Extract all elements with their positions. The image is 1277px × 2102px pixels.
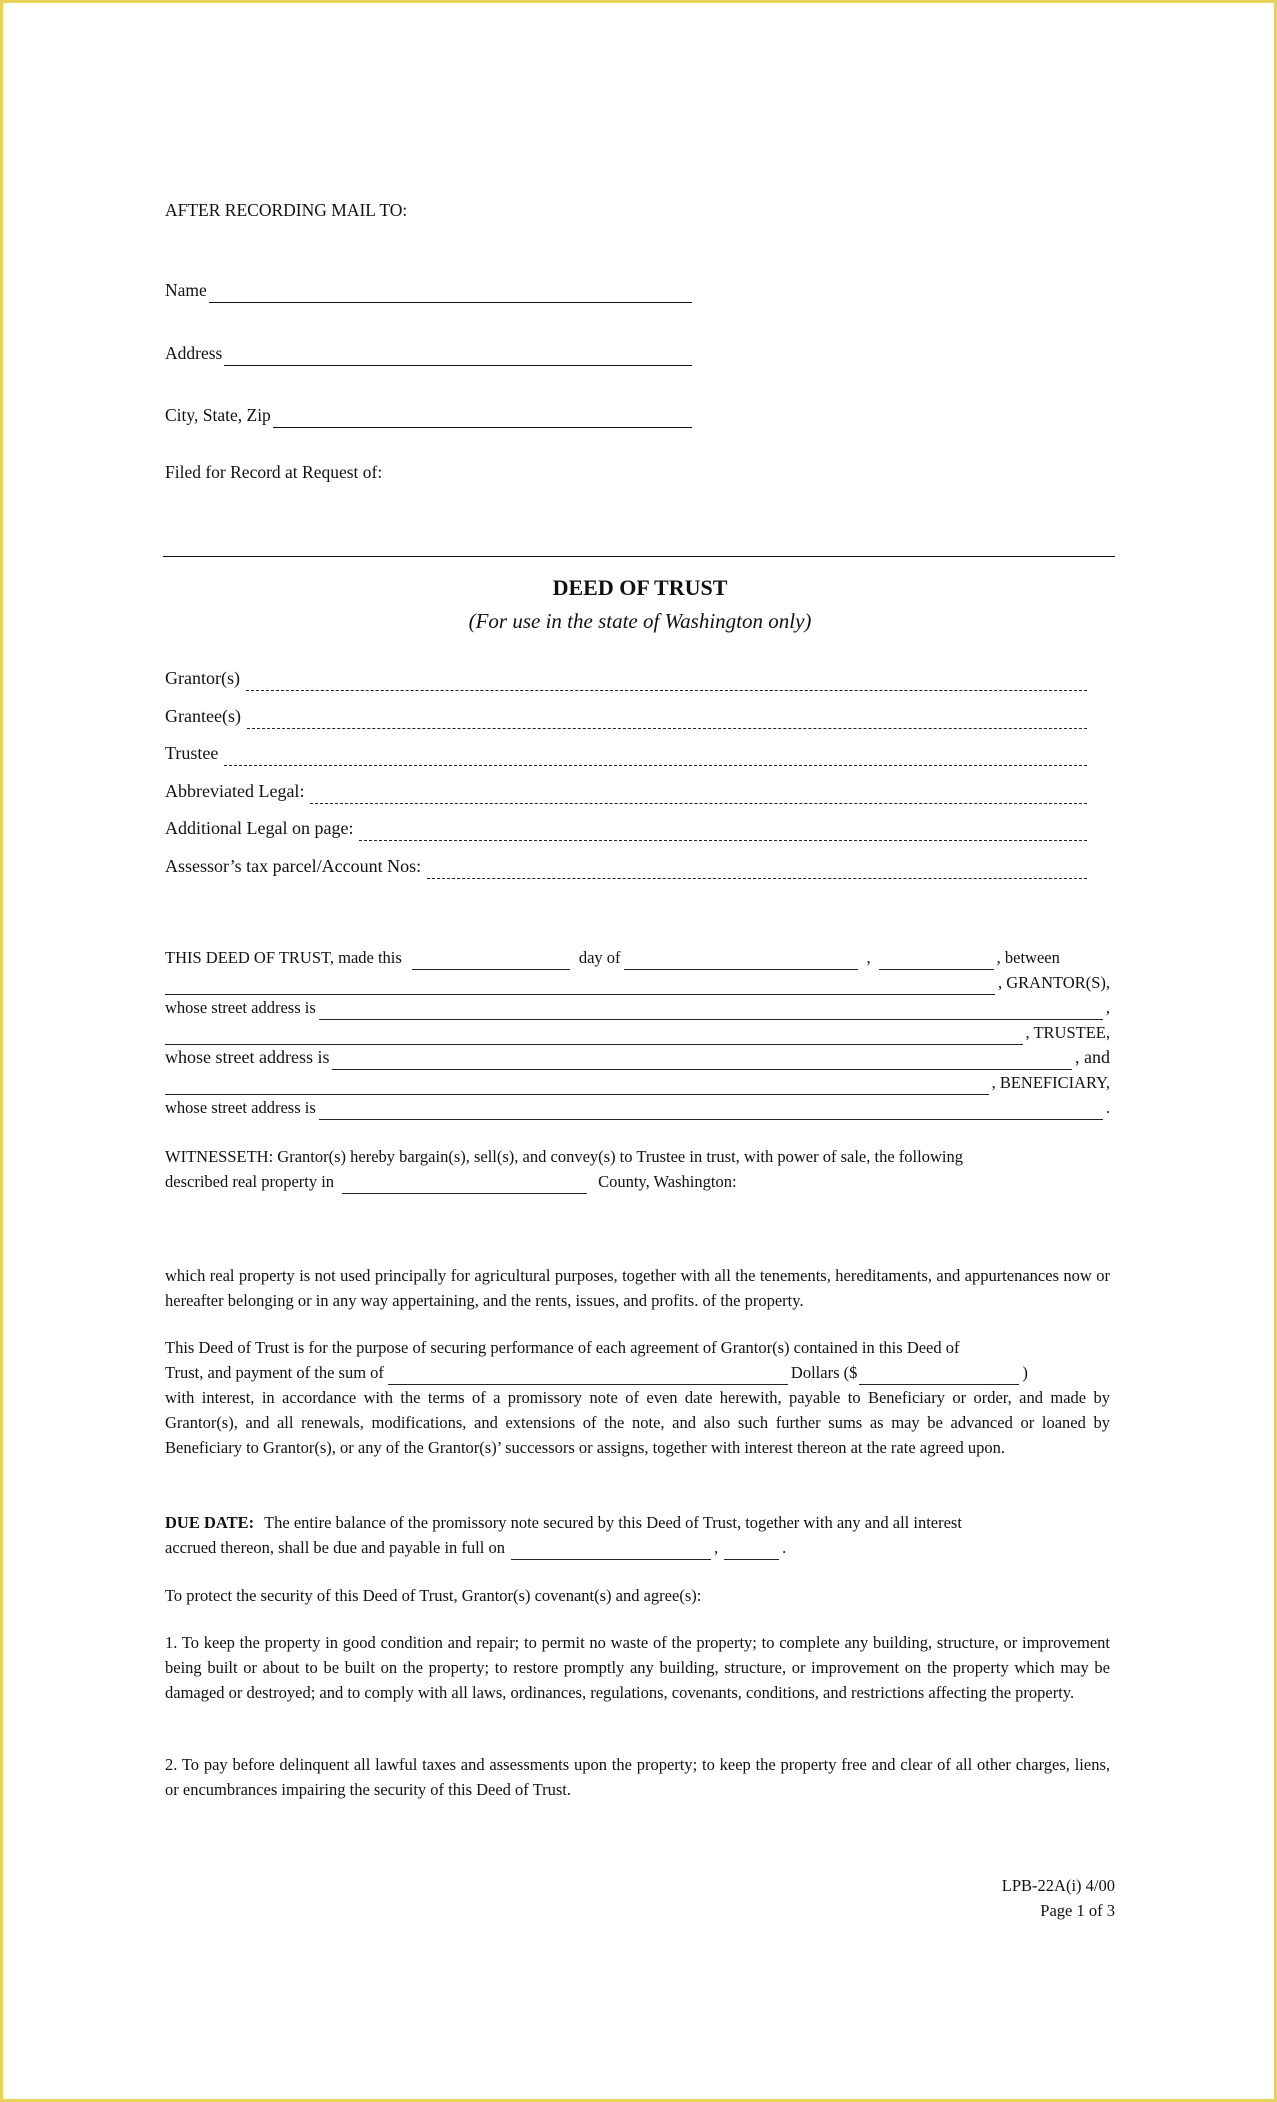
page-footer — [1002, 1873, 1115, 1923]
mail-heading: AFTER RECORDING MAIL TO: — [165, 200, 408, 220]
grantor-name-field[interactable] — [165, 978, 995, 995]
grantor-field[interactable] — [246, 672, 1087, 691]
title-main: DEED OF TRUST — [552, 575, 728, 600]
beneficiary-text: , BENEFICIARY, — [991, 1073, 1110, 1092]
grantor-s-text: , GRANTOR(S), — [998, 973, 1110, 992]
abbrev-legal-row — [165, 778, 1087, 804]
assessor-row — [165, 853, 1087, 879]
witnesseth-line-1: WITNESSETH: Grantor(s) hereby bargain(s), sell(s), and convey(s) to Trustee in trust, with power of sale, the following — [165, 1147, 963, 1166]
grantor-row — [165, 665, 1087, 691]
beneficiary-name-field[interactable] — [165, 1078, 989, 1095]
described-text: described real property in — [165, 1172, 335, 1191]
due-payable-text: accrued thereon, shall be due and payable in full on — [165, 1538, 505, 1557]
securing-line-2 — [165, 1360, 1110, 1385]
securing-rest: with interest, in accordance with the terms of a promissory note of even date herewith, payable to Beneficiary or order, and made by Grantor(s), and all renewals, modifications, and extensions of the note, and also such further sums as may be advanced or loaned by Beneficiary to Grantor(s), or any of the Grantor(s)’ successors or assigns, together with interest thereon at the rate agreed upon. — [165, 1388, 1110, 1457]
county-text: County, Washington: — [598, 1172, 737, 1191]
trustee-text: , TRUSTEE, — [1025, 1023, 1110, 1042]
grantor-address-field[interactable] — [319, 1003, 1103, 1020]
dollars-text: Dollars ($ — [790, 1363, 858, 1382]
covenant-item-1: 1. To keep the property in good condition and repair; to permit no waste of the property; to complete any building, structure, or improvement being built or about to be built on the property; to restore promptly any building, structure, or improvement on the property which may be damaged or destroyed; and to comply with all laws, ordinances, regulations, covenants, conditions, and restrictions affecting the property. — [165, 1633, 1110, 1702]
filed-for-record-label: Filed for Record at Request of: — [165, 462, 383, 482]
sum-text: Trust, and payment of the sum of — [165, 1363, 384, 1382]
mail-name-row — [165, 278, 692, 303]
divider-line — [163, 556, 1115, 557]
sum-words-field[interactable] — [388, 1368, 788, 1385]
title-sub: (For use in the state of Washington only) — [468, 608, 812, 633]
deed-line-4 — [165, 1020, 1110, 1045]
period-text: . — [1105, 1098, 1110, 1117]
deed-line-1 — [165, 945, 1110, 970]
and-text: , and — [1075, 1047, 1110, 1067]
grantee-row — [165, 703, 1087, 729]
line-end-comma: , — [1105, 998, 1110, 1017]
trustee-row — [165, 740, 1087, 766]
county-field[interactable] — [342, 1177, 587, 1194]
additional-legal-row — [165, 815, 1087, 841]
due-date-block — [165, 1510, 1110, 1560]
mail-address-label: Address — [165, 343, 223, 363]
deed-line-2 — [165, 970, 1110, 995]
due-period: . — [782, 1538, 787, 1557]
mail-city-label: City, State, Zip — [165, 405, 271, 425]
due-date-field[interactable] — [511, 1543, 711, 1560]
form-number: LPB-22A(i) 4/00 — [1001, 1876, 1115, 1895]
mail-name-field[interactable] — [209, 284, 692, 303]
witnesseth-block — [165, 1144, 1110, 1194]
assessor-label: Assessor’s tax parcel/Account Nos: — [165, 856, 422, 876]
month-field[interactable] — [624, 953, 858, 970]
sum-amount-field[interactable] — [859, 1368, 1019, 1385]
assessor-field[interactable] — [427, 860, 1087, 879]
between-text: , between — [996, 948, 1060, 967]
which-real-property-paragraph: which real property is not used principally for agricultural purposes, together with all the tenements, hereditaments, and appurtenances now or hereafter belonging or in any way appertaining, and the rents, issues, and profits. of the property. — [165, 1266, 1110, 1310]
document-title — [165, 572, 1115, 636]
close-paren-text: ) — [1022, 1363, 1028, 1382]
deed-parties-block — [165, 945, 1110, 1120]
grantee-label: Grantee(s) — [165, 706, 241, 726]
deed-line-3 — [165, 995, 1110, 1020]
trustee-address-field[interactable] — [332, 1053, 1072, 1070]
mail-city-field[interactable] — [273, 409, 692, 428]
trustee-field[interactable] — [224, 747, 1087, 766]
beneficiary-address-field[interactable] — [319, 1103, 1103, 1120]
covenant-item-2: 2. To pay before delinquent all lawful taxes and assessments upon the property; to keep the property free and clear of all other charges, liens, or encumbrances impairing the security of this Deed of Trust. — [165, 1755, 1110, 1799]
due-date-label: DUE DATE: — [165, 1513, 255, 1532]
day-field[interactable] — [412, 953, 570, 970]
whose-street-1: whose street address is — [165, 998, 316, 1017]
deed-line-5 — [165, 1045, 1110, 1070]
whose-street-3: whose street address is — [165, 1098, 316, 1117]
due-line-2 — [165, 1535, 1110, 1560]
due-year-field[interactable] — [724, 1543, 779, 1560]
additional-legal-label: Additional Legal on page: — [165, 818, 354, 838]
securing-block — [165, 1335, 1110, 1460]
year-field[interactable] — [879, 953, 994, 970]
witnesseth-line-2 — [165, 1169, 1110, 1194]
trustee-label: Trustee — [165, 743, 219, 763]
securing-line-1: This Deed of Trust is for the purpose of securing performance of each agreement of Grantor(s) contained in this Deed of — [165, 1338, 960, 1357]
due-comma: , — [713, 1538, 719, 1557]
day-of-text: day of — [578, 948, 621, 967]
deed-line-7 — [165, 1095, 1110, 1120]
additional-legal-field[interactable] — [359, 822, 1087, 841]
abbrev-legal-field[interactable] — [310, 785, 1087, 804]
deed-line-6 — [165, 1070, 1110, 1095]
page-number: Page 1 of 3 — [1040, 1901, 1115, 1920]
trustee-name-field[interactable] — [165, 1028, 1023, 1045]
mail-name-label: Name — [165, 280, 207, 300]
mail-address-row — [165, 341, 692, 366]
grantor-label: Grantor(s) — [165, 668, 240, 688]
comma-text: , — [866, 948, 871, 967]
mail-address-field[interactable] — [224, 347, 692, 366]
due-line-1-text: The entire balance of the promissory note secured by this Deed of Trust, together with any and all interest — [264, 1513, 962, 1532]
due-line-1 — [165, 1510, 1110, 1535]
whose-street-2: whose street address is — [165, 1047, 330, 1067]
made-this-text: THIS DEED OF TRUST, made this — [165, 948, 402, 967]
protect-paragraph: To protect the security of this Deed of Trust, Grantor(s) covenant(s) and agree(s): — [165, 1586, 702, 1605]
grantee-field[interactable] — [247, 710, 1087, 729]
mail-city-row — [165, 403, 692, 428]
abbrev-legal-label: Abbreviated Legal: — [165, 781, 305, 801]
